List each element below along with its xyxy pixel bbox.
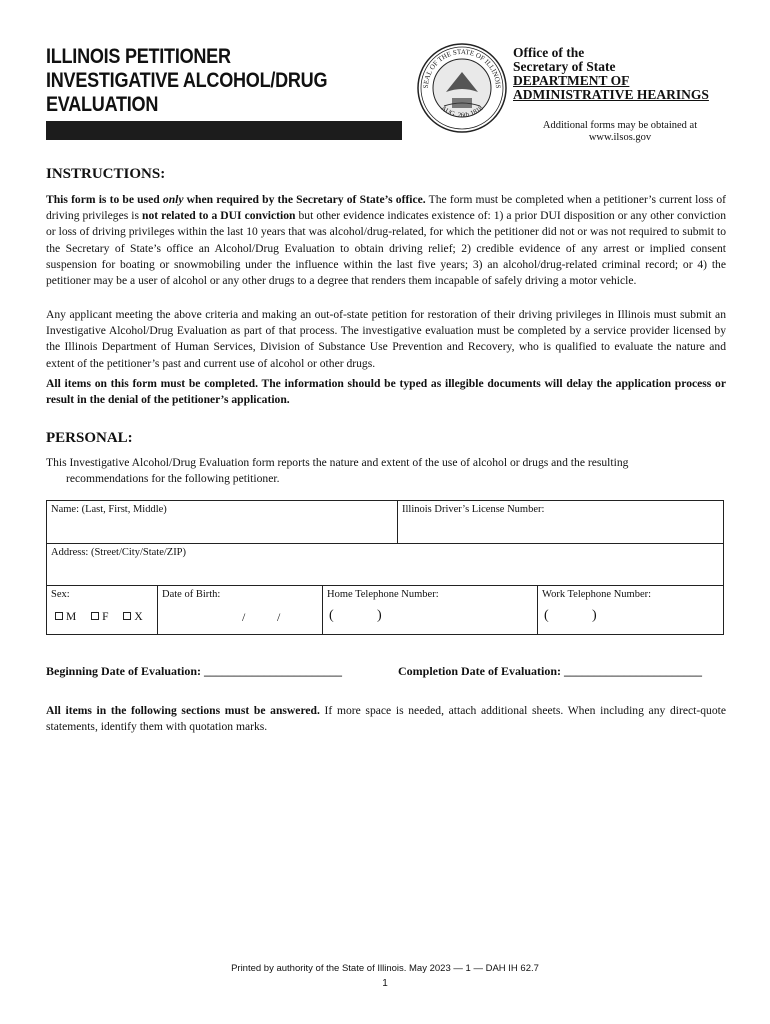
office-line: ADMINISTRATIVE HEARINGS — [513, 87, 709, 102]
office-block — [513, 46, 709, 102]
name-label: Name: (Last, First, Middle) — [51, 504, 167, 515]
instructions-paragraph-2: Any applicant meeting the above criteria and making an out-of-state petition for restoration of their driving privileges in Illinois must submit an Investigative Alcohol/Drug Evaluation as part of that process. The investigative evaluation must be completed by a service provider licensed by the Illinois Department of Human Services, Division of Substance Use Prevention and Recovery, who is qualified to evaluate the nature and extent of the petitioner’s past and current use of alcohol or other drugs. — [46, 308, 726, 370]
personal-intro — [46, 455, 726, 487]
date-of-birth-field[interactable] — [158, 586, 323, 634]
p1-bold: This form is to be used — [46, 193, 163, 206]
table-row — [47, 586, 723, 634]
dob-label: Date of Birth: — [162, 589, 221, 600]
sex-option-f: F — [102, 611, 109, 623]
home-phone-label: Home Telephone Number: — [327, 589, 439, 600]
completion-date-blank: _______________________ — [564, 664, 702, 678]
title-line: ILLINOIS PETITIONER — [46, 45, 231, 68]
paren-close: ) — [592, 608, 597, 623]
license-number-field[interactable] — [398, 501, 723, 543]
checkbox-icon[interactable] — [91, 612, 99, 620]
additional-forms-note — [520, 120, 720, 144]
title-underbar — [46, 121, 402, 140]
title-line: EVALUATION — [46, 93, 159, 116]
state-seal-icon — [416, 42, 508, 134]
license-label: Illinois Driver’s License Number: — [402, 504, 545, 515]
table-row — [47, 501, 723, 544]
paren-close: ) — [377, 608, 382, 623]
office-line: DEPARTMENT OF — [513, 73, 630, 88]
home-phone-field[interactable] — [323, 586, 538, 634]
website-link[interactable]: www.ilsos.gov — [588, 132, 652, 143]
paren-open: ( — [544, 608, 549, 623]
paren-open: ( — [329, 608, 334, 623]
address-label: Address: (Street/City/State/ZIP) — [51, 547, 187, 558]
dob-separator: / — [277, 610, 281, 624]
work-phone-label: Work Telephone Number: — [542, 589, 652, 600]
sex-option-x: X — [134, 611, 143, 623]
checkbox-icon[interactable] — [123, 612, 131, 620]
instructions-paragraph-3: All items on this form must be completed. The information should be typed as illegible documents will delay the application process or result in the denial of the petitioner’s application. — [46, 377, 726, 407]
p1-bold: when required by the Secretary of State’s office. — [183, 193, 426, 206]
instructions-paragraph-1 — [46, 192, 726, 289]
intro-line: This Investigative Alcohol/Drug Evaluation form reports the nature and extent of the use of alcohol or drugs and the resulting — [46, 456, 629, 469]
sections-note-bold: All items in the following sections must be answered. — [46, 704, 320, 717]
personal-heading: PERSONAL: — [46, 430, 133, 446]
p1-bold-italic: only — [162, 193, 184, 206]
office-line: Secretary of State — [513, 59, 616, 74]
p1-text: but other evidence indicates existence of: 1) a prior DUI disposition or any other conviction or loss of driving privileges within the last 10 years that was alcohol/drug-related, for which the petitioner did not or was not required to submit to the Secretary of State’s office an Alcohol/Drug Evaluation to obtain driving relief; 2) credible evidence of any arrest or implied consent suspension for boating or snowmobiling under the influence within the last five years; 3) an alcohol/drug-related criminal record; or 4) the petitioner may be a user of alcohol or any other drugs to a degree that renders them incapable of safely driving a motor vehicle. — [46, 209, 726, 288]
office-line: Office of the — [513, 45, 585, 60]
work-phone-field[interactable] — [538, 586, 723, 634]
form-title — [46, 45, 356, 117]
p1-bold: not related to a DUI conviction — [142, 209, 296, 223]
beginning-date-line[interactable] — [46, 664, 342, 679]
sex-label: Sex: — [51, 589, 70, 600]
completion-date-label: Completion Date of Evaluation: — [398, 664, 561, 678]
sections-note-text: If more space is needed, attach additional sheets. When including any direct-quote statements, identify them with quotation marks. — [46, 704, 726, 734]
checkbox-icon[interactable] — [55, 612, 63, 620]
address-field[interactable] — [47, 544, 723, 585]
title-line: INVESTIGATIVE ALCOHOL/DRUG — [46, 69, 328, 92]
beginning-date-blank: _______________________ — [204, 664, 343, 678]
page-number: 1 — [382, 978, 388, 989]
additional-line: Additional forms may be obtained at — [542, 120, 698, 131]
instructions-heading: INSTRUCTIONS: — [46, 166, 166, 182]
seal-top-text: SEAL OF THE STATE OF ILLINOIS — [421, 47, 503, 89]
intro-line: recommendations for the following petitioner. — [66, 472, 280, 486]
footer-authority: Printed by authority of the State of Illinois. May 2023 — 1 — DAH IH 62.7 — [231, 963, 539, 974]
dob-separator: / — [242, 610, 246, 624]
table-row — [47, 544, 723, 586]
completion-date-line[interactable] — [398, 664, 702, 679]
p1-text: The form must be completed when a petitioner’s current loss of driving privileges is — [46, 193, 726, 223]
personal-info-table — [46, 500, 724, 635]
beginning-date-label: Beginning Date of Evaluation: — [46, 664, 202, 678]
sex-field — [47, 586, 158, 634]
sections-note — [46, 703, 726, 735]
name-field[interactable] — [47, 501, 398, 543]
seal-bottom-text: AUG. 26th 1818 — [439, 104, 485, 120]
sex-option-m: M — [66, 611, 77, 623]
